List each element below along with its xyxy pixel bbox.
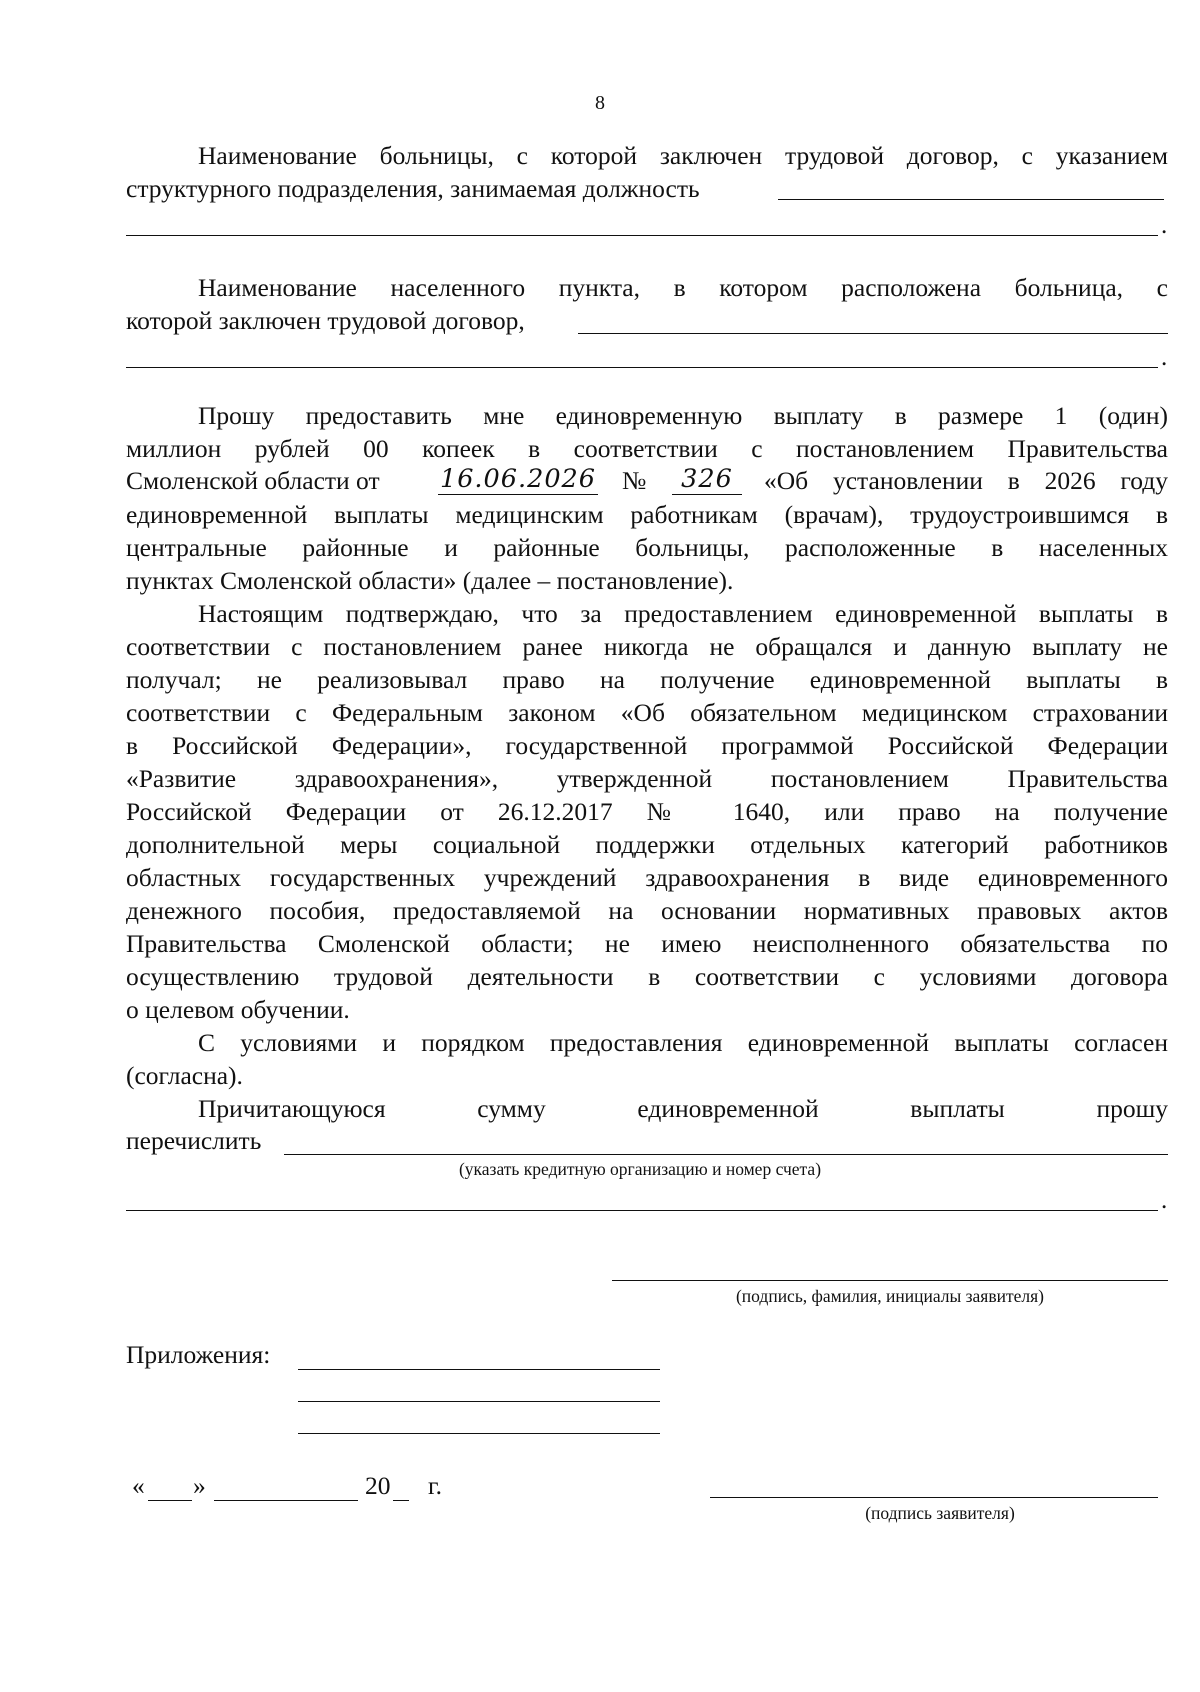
request-line3-suffix: «Об установлении в 2026 году (764, 466, 1168, 495)
agree-line1: С условиями и порядком предоставления единовременной выплаты согласен (198, 1028, 1168, 1057)
bank-account-fill-line[interactable] (284, 1154, 1168, 1155)
transfer-line1: Причитающуюся сумму единовременной выплаты прошу (198, 1094, 1168, 1123)
request-line3-prefix: Смоленской области от (126, 466, 380, 495)
position-fill-line[interactable] (778, 199, 1164, 200)
applicant-signature-fill-line[interactable] (612, 1280, 1168, 1281)
applicant-signature-line[interactable] (710, 1497, 1158, 1498)
end-dot: . (1161, 212, 1168, 239)
settlement-line1: Наименование населенного пункта, в котором расположена больница, с (198, 273, 1168, 302)
applicant-signature-caption: (подпись заявителя) (865, 1503, 1015, 1523)
month-fill-line[interactable] (214, 1500, 358, 1501)
hospital-name-line1: Наименование больницы, с которой заключен трудовой договор, с указанием (198, 141, 1168, 170)
attachment-fill-line-3[interactable] (298, 1433, 660, 1434)
bank-account-caption: (указать кредитную организацию и номер счета) (458, 1159, 822, 1179)
confirm-line3: получал; не реализовывал право на получение единовременной выплаты в (126, 665, 1168, 694)
attachment-fill-line-1[interactable] (298, 1369, 660, 1370)
settlement-fill-line[interactable] (578, 333, 1168, 334)
settlement-fill-line-2[interactable] (126, 367, 1158, 368)
agree-line2: (согласна). (126, 1061, 243, 1090)
end-dot: . (1161, 1187, 1168, 1214)
day-fill-line[interactable] (148, 1500, 192, 1501)
signature-caption: (подпись, фамилия, инициалы заявителя) (735, 1286, 1044, 1306)
year-fill-line[interactable] (393, 1500, 409, 1501)
number-sign: № (622, 466, 647, 495)
confirm-line10: денежного пособия, предоставляемой на основании нормативных правовых актов (126, 896, 1168, 925)
request-line6: пунктах Смоленской области» (далее – постановление). (126, 566, 734, 595)
position-fill-line-2[interactable] (126, 235, 1158, 236)
end-dot: . (1161, 344, 1168, 371)
handwritten-date: 16.06.2026 (439, 464, 596, 494)
handwritten-number: 326 (672, 464, 742, 495)
confirm-line12: осуществлению трудовой деятельности в соответствии с условиями договора (126, 962, 1168, 991)
attachments-label: Приложения: (126, 1340, 271, 1369)
year-suffix: г. (428, 1471, 442, 1500)
page-number: 8 (595, 92, 605, 114)
confirm-line11: Правительства Смоленской области; не имею неисполненного обязательства по (126, 929, 1168, 958)
confirm-line9: областных государственных учреждений здравоохранения в виде единовременного (126, 863, 1168, 892)
request-line5: центральные районные и районные больницы, расположенные в населенных (126, 533, 1168, 562)
confirm-line1: Настоящим подтверждаю, что за предоставлением единовременной выплаты в (198, 599, 1168, 628)
confirm-line2: соответствии с постановлением ранее никогда не обращался и данную выплату не (126, 632, 1168, 661)
confirm-line6: «Развитие здравоохранения», утвержденной постановлением Правительства (126, 764, 1168, 793)
date-open-quote: « (132, 1471, 145, 1500)
confirm-line4: соответствии с Федеральным законом «Об обязательном медицинском страховании (126, 698, 1168, 727)
confirm-line8: дополнительной меры социальной поддержки отдельных категорий работников (126, 830, 1168, 859)
request-line2: миллион рублей 00 копеек в соответствии с постановлением Правительства (126, 434, 1168, 463)
hospital-name-line2: структурного подразделения, занимаемая должность (126, 174, 700, 203)
settlement-line2: которой заключен трудовой договор, (126, 306, 525, 335)
date-close-quote: » (193, 1471, 206, 1500)
request-line1: Прошу предоставить мне единовременную выплату в размере 1 (один) (198, 401, 1168, 430)
bank-account-fill-line-2[interactable] (126, 1210, 1158, 1211)
request-line4: единовременной выплаты медицинским работникам (врачам), трудоустроившимся в (126, 500, 1168, 529)
transfer-line2: перечислить (126, 1126, 262, 1155)
attachment-fill-line-2[interactable] (298, 1401, 660, 1402)
confirm-line13: о целевом обучении. (126, 995, 350, 1024)
confirm-line5: в Российской Федерации», государственной программой Российской Федерации (126, 731, 1168, 760)
year-prefix: 20 (365, 1471, 391, 1500)
confirm-line7: Российской Федерации от 26.12.2017 № 1640, или право на получение (126, 797, 1168, 826)
